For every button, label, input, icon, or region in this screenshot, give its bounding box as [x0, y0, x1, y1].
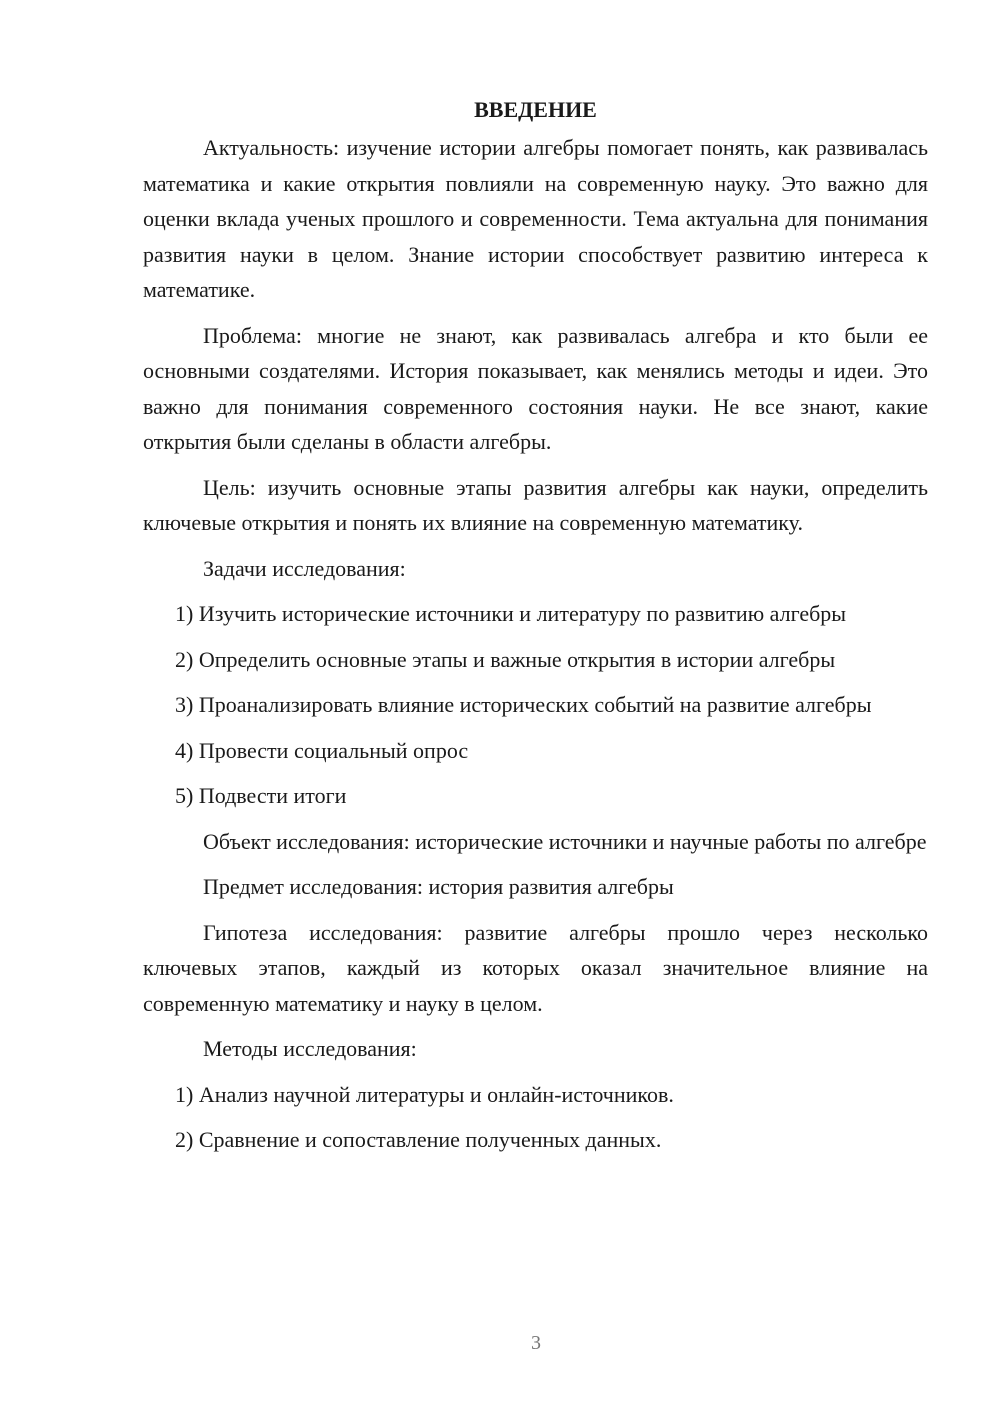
task-item: 3) Проанализировать влияние исторических событий на развитие алгебры — [175, 692, 872, 717]
page-number: 3 — [531, 1332, 541, 1354]
hypothesis-paragraph: Гипотеза исследования: развитие алгебры прошло через несколько ключевых этапов, каждый из которых оказал значительное влияние на современную математику и науку в целом. — [143, 919, 928, 1016]
goal-paragraph: Цель: изучить основные этапы развития алгебры как науки, определить ключевые открытия и понять их влияние на современную математику. — [143, 474, 928, 535]
method-item: 2) Сравнение и сопоставление полученных данных. — [175, 1127, 662, 1152]
subject-paragraph: Предмет исследования: история развития алгебры — [203, 874, 674, 899]
tasks-heading: Задачи исследования: — [203, 555, 406, 581]
problem-paragraph: Проблема: многие не знают, как развивалась алгебра и кто были ее основными создателями. История показывает, как менялись методы и идеи. Это важно для понимания современного состояния науки. Не все знают, какие открытия были сделаны в области алгебры. — [143, 322, 928, 454]
methods-heading: Методы исследования: — [203, 1036, 417, 1061]
task-item: 4) Провести социальный опрос — [175, 737, 469, 763]
task-item: 2) Определить основные этапы и важные открытия в истории алгебры — [175, 646, 836, 672]
document-page — [143, 92, 928, 1168]
relevance-paragraph: Актуальность: изучение истории алгебры помогает понять, как развивалась математика и какие открытия повлияли на современную науку. Это важно для оценки вклада ученых прошлого и современности. Тема актуальна для понимания развития науки в целом. Знание истории способствует развитию интереса к математике. — [143, 135, 928, 302]
task-item: 5) Подвести итоги — [175, 783, 347, 808]
task-item: 1) Изучить исторические источники и литературу по развитию алгебры — [175, 601, 847, 626]
object-paragraph: Объект исследования: исторические источники и научные работы по алгебре — [203, 828, 927, 854]
method-item: 1) Анализ научной литературы и онлайн-источников. — [175, 1081, 674, 1107]
section-title: ВВЕДЕНИЕ — [474, 97, 597, 122]
